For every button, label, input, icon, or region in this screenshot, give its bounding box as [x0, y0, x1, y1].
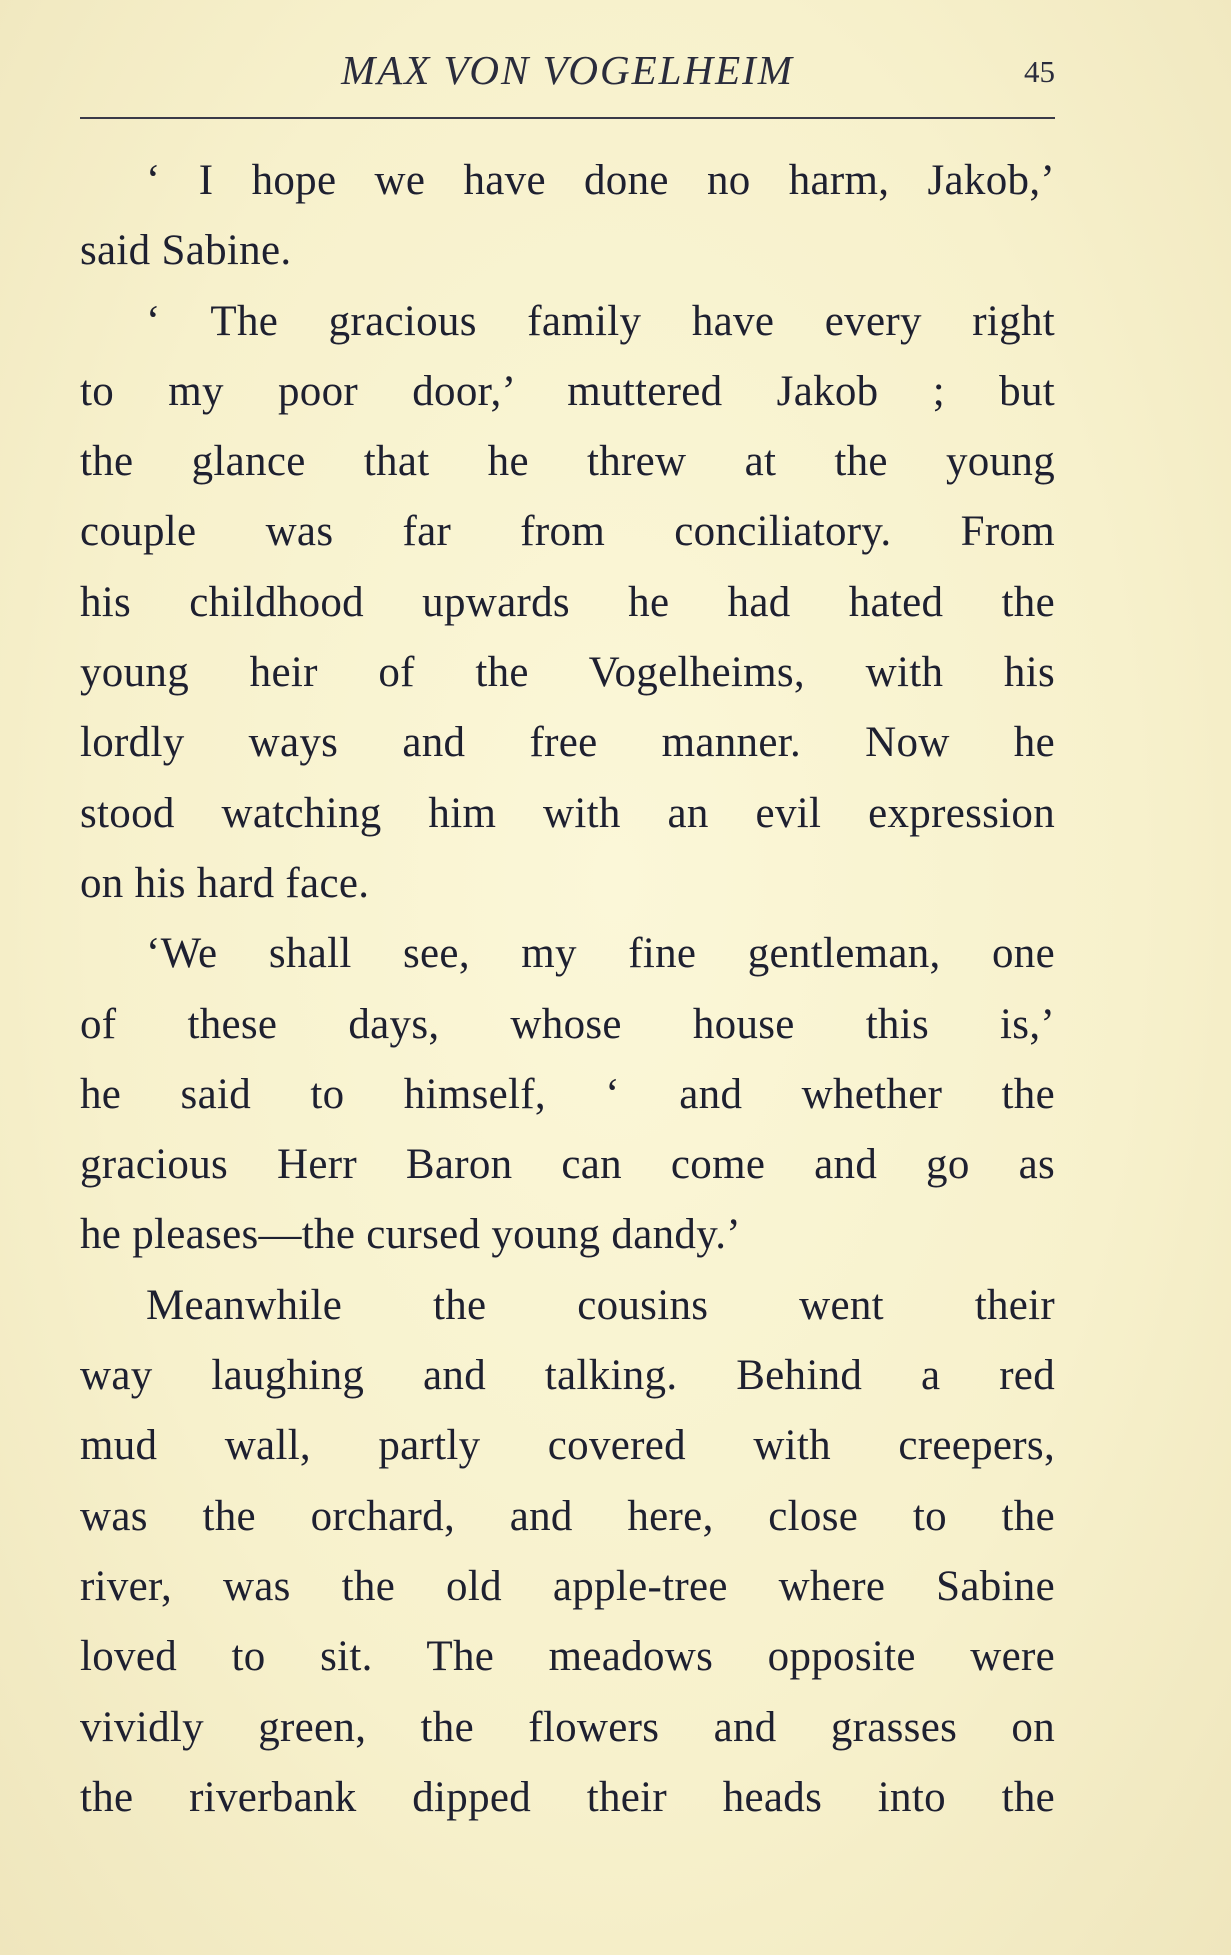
text-line: ‘ I hope we have done no harm, Jakob,’: [146, 157, 1055, 204]
text-line: mud wall, partly covered with creepers,: [80, 1422, 1055, 1470]
text-line: ‘ The gracious family have every right: [146, 297, 1055, 345]
text-line: to my poor door,’ muttered Jakob ; but: [80, 367, 1055, 415]
text-line: said Sabine.: [80, 227, 292, 275]
text-line: on his hard face.: [80, 859, 370, 907]
body-text: [80, 146, 1055, 1833]
page-number: 45: [1024, 54, 1055, 89]
text-line: was the orchard, and here, close to the: [80, 1492, 1055, 1540]
text-line: couple was far from conciliatory. From: [80, 508, 1055, 556]
running-title: MAX VON VOGELHEIM: [341, 47, 794, 93]
text-line: the riverbank dipped their heads into the: [80, 1773, 1055, 1821]
header-rule: [80, 117, 1055, 119]
text-line: vividly green, the flowers and grasses on: [80, 1703, 1055, 1751]
text-line: lordly ways and free manner. Now he: [80, 719, 1055, 767]
page-header: [80, 40, 1055, 96]
text-line: he said to himself, ‘ and whether the: [80, 1070, 1055, 1118]
text-line: loved to sit. The meadows opposite were: [80, 1633, 1055, 1681]
text-line: young heir of the Vogelheims, with his: [80, 649, 1055, 697]
text-line: of these days, whose house this is,’: [80, 1000, 1055, 1048]
text-line: stood watching him with an evil expression: [80, 789, 1055, 837]
text-line: ‘We shall see, my fine gentleman, one: [146, 930, 1055, 978]
text-line: the glance that he threw at the young: [80, 438, 1055, 486]
text-line: his childhood upwards he had hated the: [80, 578, 1055, 626]
text-line: way laughing and talking. Behind a red: [80, 1352, 1055, 1400]
text-line: Meanwhile the cousins went their: [146, 1281, 1055, 1329]
text-line: river, was the old apple-tree where Sabine: [80, 1562, 1055, 1610]
text-line: he pleases—the cursed young dandy.’: [80, 1211, 741, 1259]
text-line: gracious Herr Baron can come and go as: [80, 1141, 1055, 1189]
